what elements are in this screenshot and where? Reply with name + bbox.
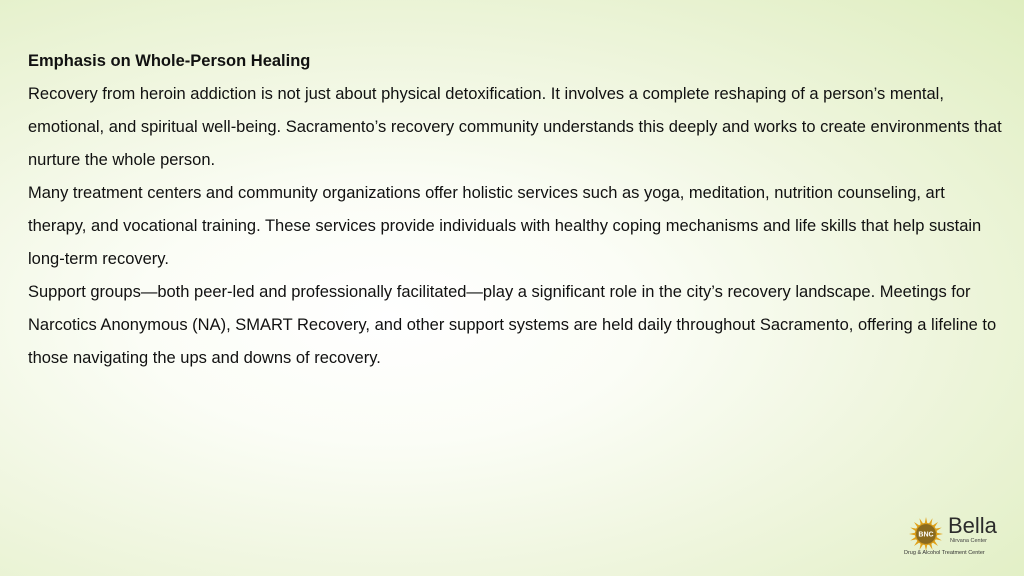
emblem-text: BNC	[918, 531, 934, 539]
sun-ray	[936, 533, 943, 536]
sun-ray	[925, 517, 928, 524]
bella-nirvana-logo	[904, 514, 1004, 560]
paragraph-support-groups: Support groups—both peer-led and professionally facilitated—play a significant role in the city’s recovery landscape. Meetings for Narcotics Anonymous (NA), SMART Recovery, and other support systems are held daily throughout Sacramento, offering a lifeline to those navigating the ups and downs of recovery.	[28, 283, 997, 367]
sun-emblem-icon	[908, 516, 944, 552]
slide-content	[28, 45, 1003, 375]
logo-subtitle: Nirvana Center	[950, 538, 987, 544]
paragraph-holistic-services: Many treatment centers and community organizations offer holistic services such as yoga, meditation, nutrition counseling, art therapy, and vocational training. These services provide individuals with healthy coping mechanisms and life skills that help sustain long-term recovery.	[28, 184, 982, 268]
sun-ray	[909, 533, 916, 536]
paragraph-holistic-recovery: Recovery from heroin addiction is not just about physical detoxification. It involves a complete reshaping of a person’s mental, emotional, and spiritual well-being. Sacramento’s recovery community understands this deeply and works to create environments that nurture the whole person.	[28, 85, 1002, 169]
logo-tagline: Drug & Alcohol Treatment Center	[904, 550, 985, 556]
logo-name: Bella	[948, 513, 997, 538]
slide-heading: Emphasis on Whole-Person Healing	[28, 52, 311, 70]
